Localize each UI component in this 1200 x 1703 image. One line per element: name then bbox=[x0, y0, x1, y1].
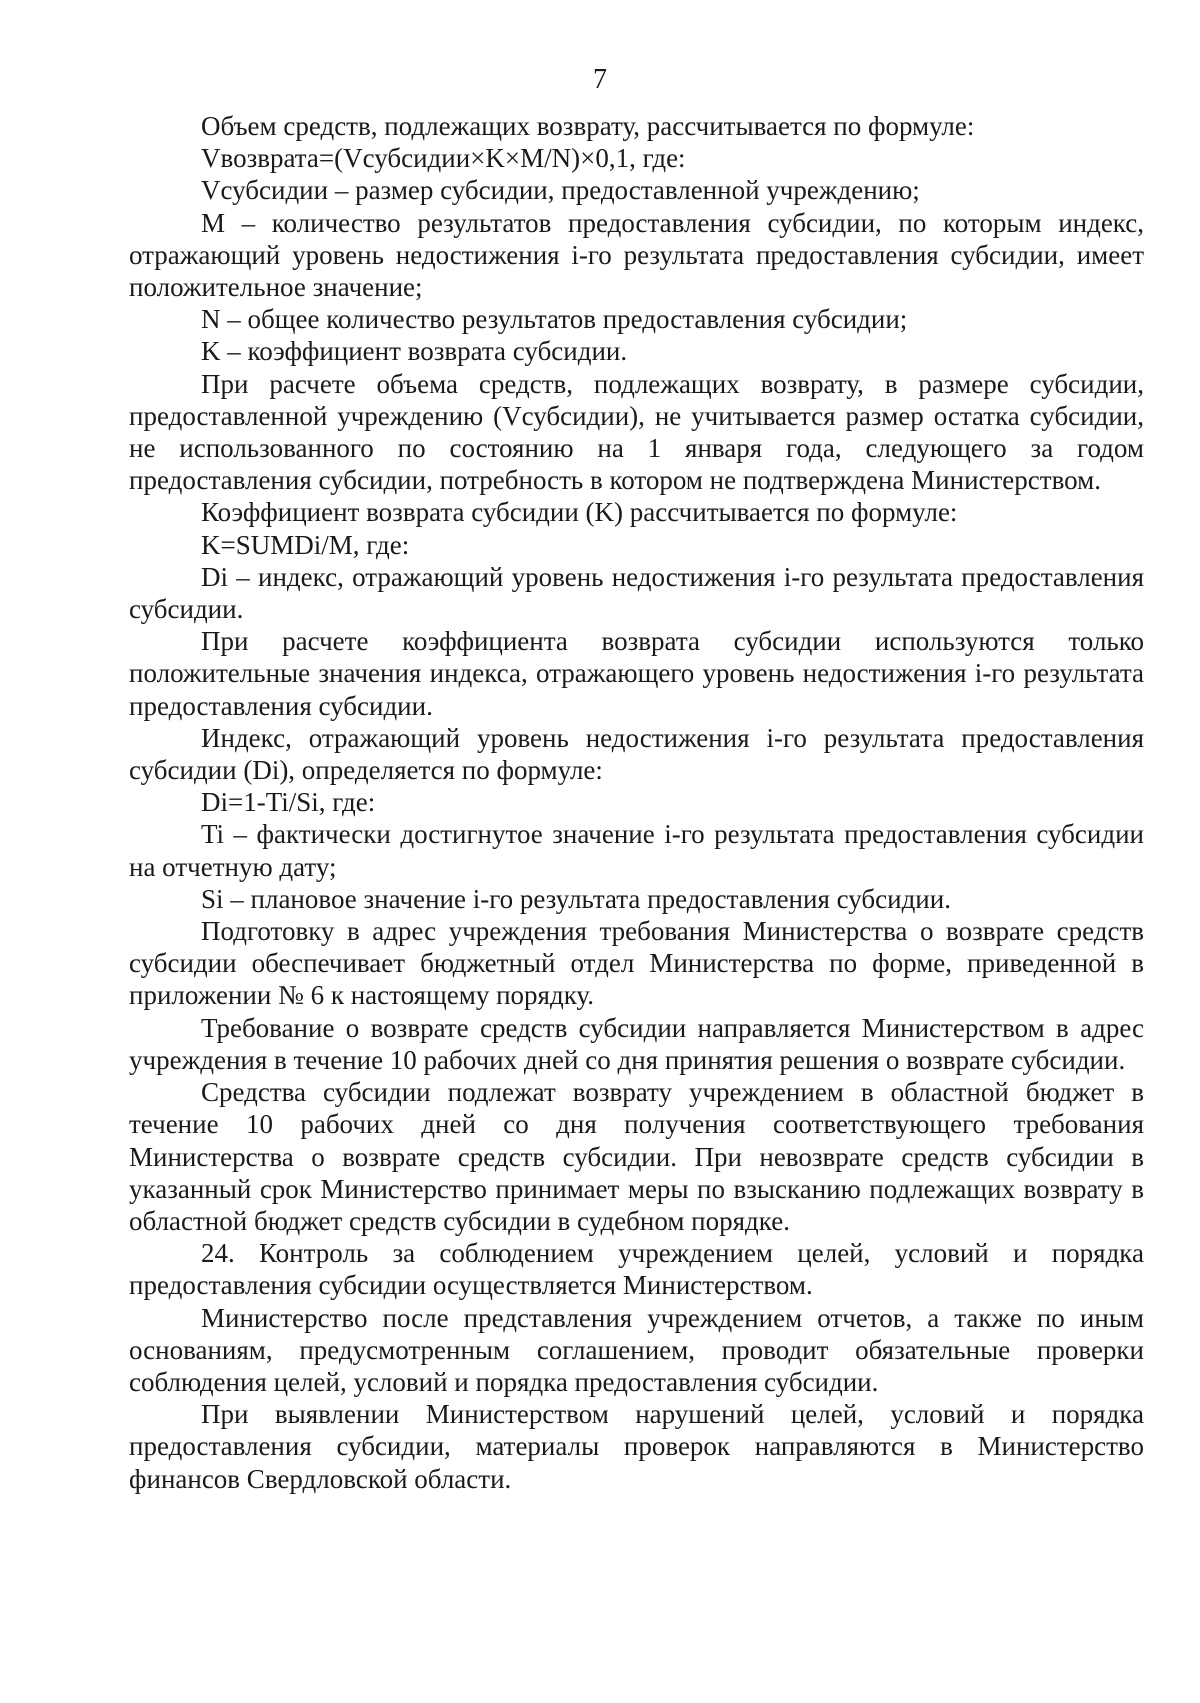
paragraph: Подготовку в адрес учреждения требования Министерства о возврате средств субсидии обеспечивает бюджетный отдел Министерства по форме, приведенной в приложении № 6 к настоящему порядку. bbox=[129, 916, 1144, 1011]
paragraph: При выявлении Министерством нарушений целей, условий и порядка предоставления субсидии, материалы проверок направляются в Министерство финансов Свердловской области. bbox=[129, 1399, 1144, 1494]
paragraph: Требование о возврате средств субсидии направляется Министерством в адрес учреждения в течение 10 рабочих дней со дня принятия решения о возврате субсидии. bbox=[129, 1012, 1144, 1075]
paragraph: Ti – фактически достигнутое значение i-го результата предоставления субсидии на отчетную дату; bbox=[129, 819, 1144, 882]
paragraph: Di – индекс, отражающий уровень недостижения i-го результата предоставления субсидии. bbox=[129, 561, 1144, 625]
section-paragraph: 24. Контроль за соблюдением учреждением целей, условий и порядка предоставления субсидии осуществляется Министерством. bbox=[129, 1238, 1144, 1301]
paragraph: N – общее количество результатов предоставления субсидии; bbox=[201, 304, 908, 335]
document-body bbox=[129, 110, 1144, 1495]
formula-paragraph: K=SUMDi/M, где: bbox=[201, 529, 410, 560]
paragraph: Индекс, отражающий уровень недостижения i-го результата предоставления субсидии (Di), определяется по формуле: bbox=[129, 722, 1144, 786]
paragraph: Министерство после представления учреждением отчетов, а также по иным основаниям, предусмотренным соглашением, проводит обязательные проверки соблюдения целей, условий и порядка предоставления субсидии. bbox=[129, 1302, 1144, 1397]
paragraph: K – коэффициент возврата субсидии. bbox=[201, 336, 628, 367]
paragraph: Коэффициент возврата субсидии (K) рассчитывается по формуле: bbox=[201, 497, 958, 528]
formula-paragraph: Vвозврата=(Vсубсидии×K×M/N)×0,1, где: bbox=[201, 143, 686, 174]
paragraph: При расчете коэффициента возврата субсидии используются только положительные значения индекса, отражающего уровень недостижения i-го результата предоставления субсидии. bbox=[129, 626, 1144, 721]
paragraph: При расчете объема средств, подлежащих возврату, в размере субсидии, предоставленной учреждению (Vсубсидии), не учитывается размер остатка субсидии, не использованного по состоянию на 1 января года, следующего за годом предоставления субсидии, потребность в котором не подтверждена Министерством. bbox=[129, 368, 1144, 496]
page-number: 7 bbox=[593, 64, 607, 95]
paragraph: M – количество результатов предоставления субсидии, по которым индекс, отражающий уровень недостижения i-го результата предоставления субсидии, имеет положительное значение; bbox=[129, 207, 1144, 303]
paragraph: Vсубсидии – размер субсидии, предоставленной учреждению; bbox=[201, 175, 920, 206]
paragraph: Объем средств, подлежащих возврату, рассчитывается по формуле: bbox=[201, 111, 975, 141]
paragraph: Si – плановое значение i-го результата предоставления субсидии. bbox=[201, 883, 951, 914]
formula-paragraph: Di=1-Ti/Si, где: bbox=[201, 787, 376, 818]
paragraph: Средства субсидии подлежат возврату учреждением в областной бюджет в течение 10 рабочих дней со дня получения соответствующего требования Министерства о возврате средств субсидии. При невозврате средств субсидии в указанный срок Министерство принимает меры по взысканию подлежащих возврату в областной бюджет средств субсидии в судебном порядке. bbox=[129, 1077, 1144, 1236]
